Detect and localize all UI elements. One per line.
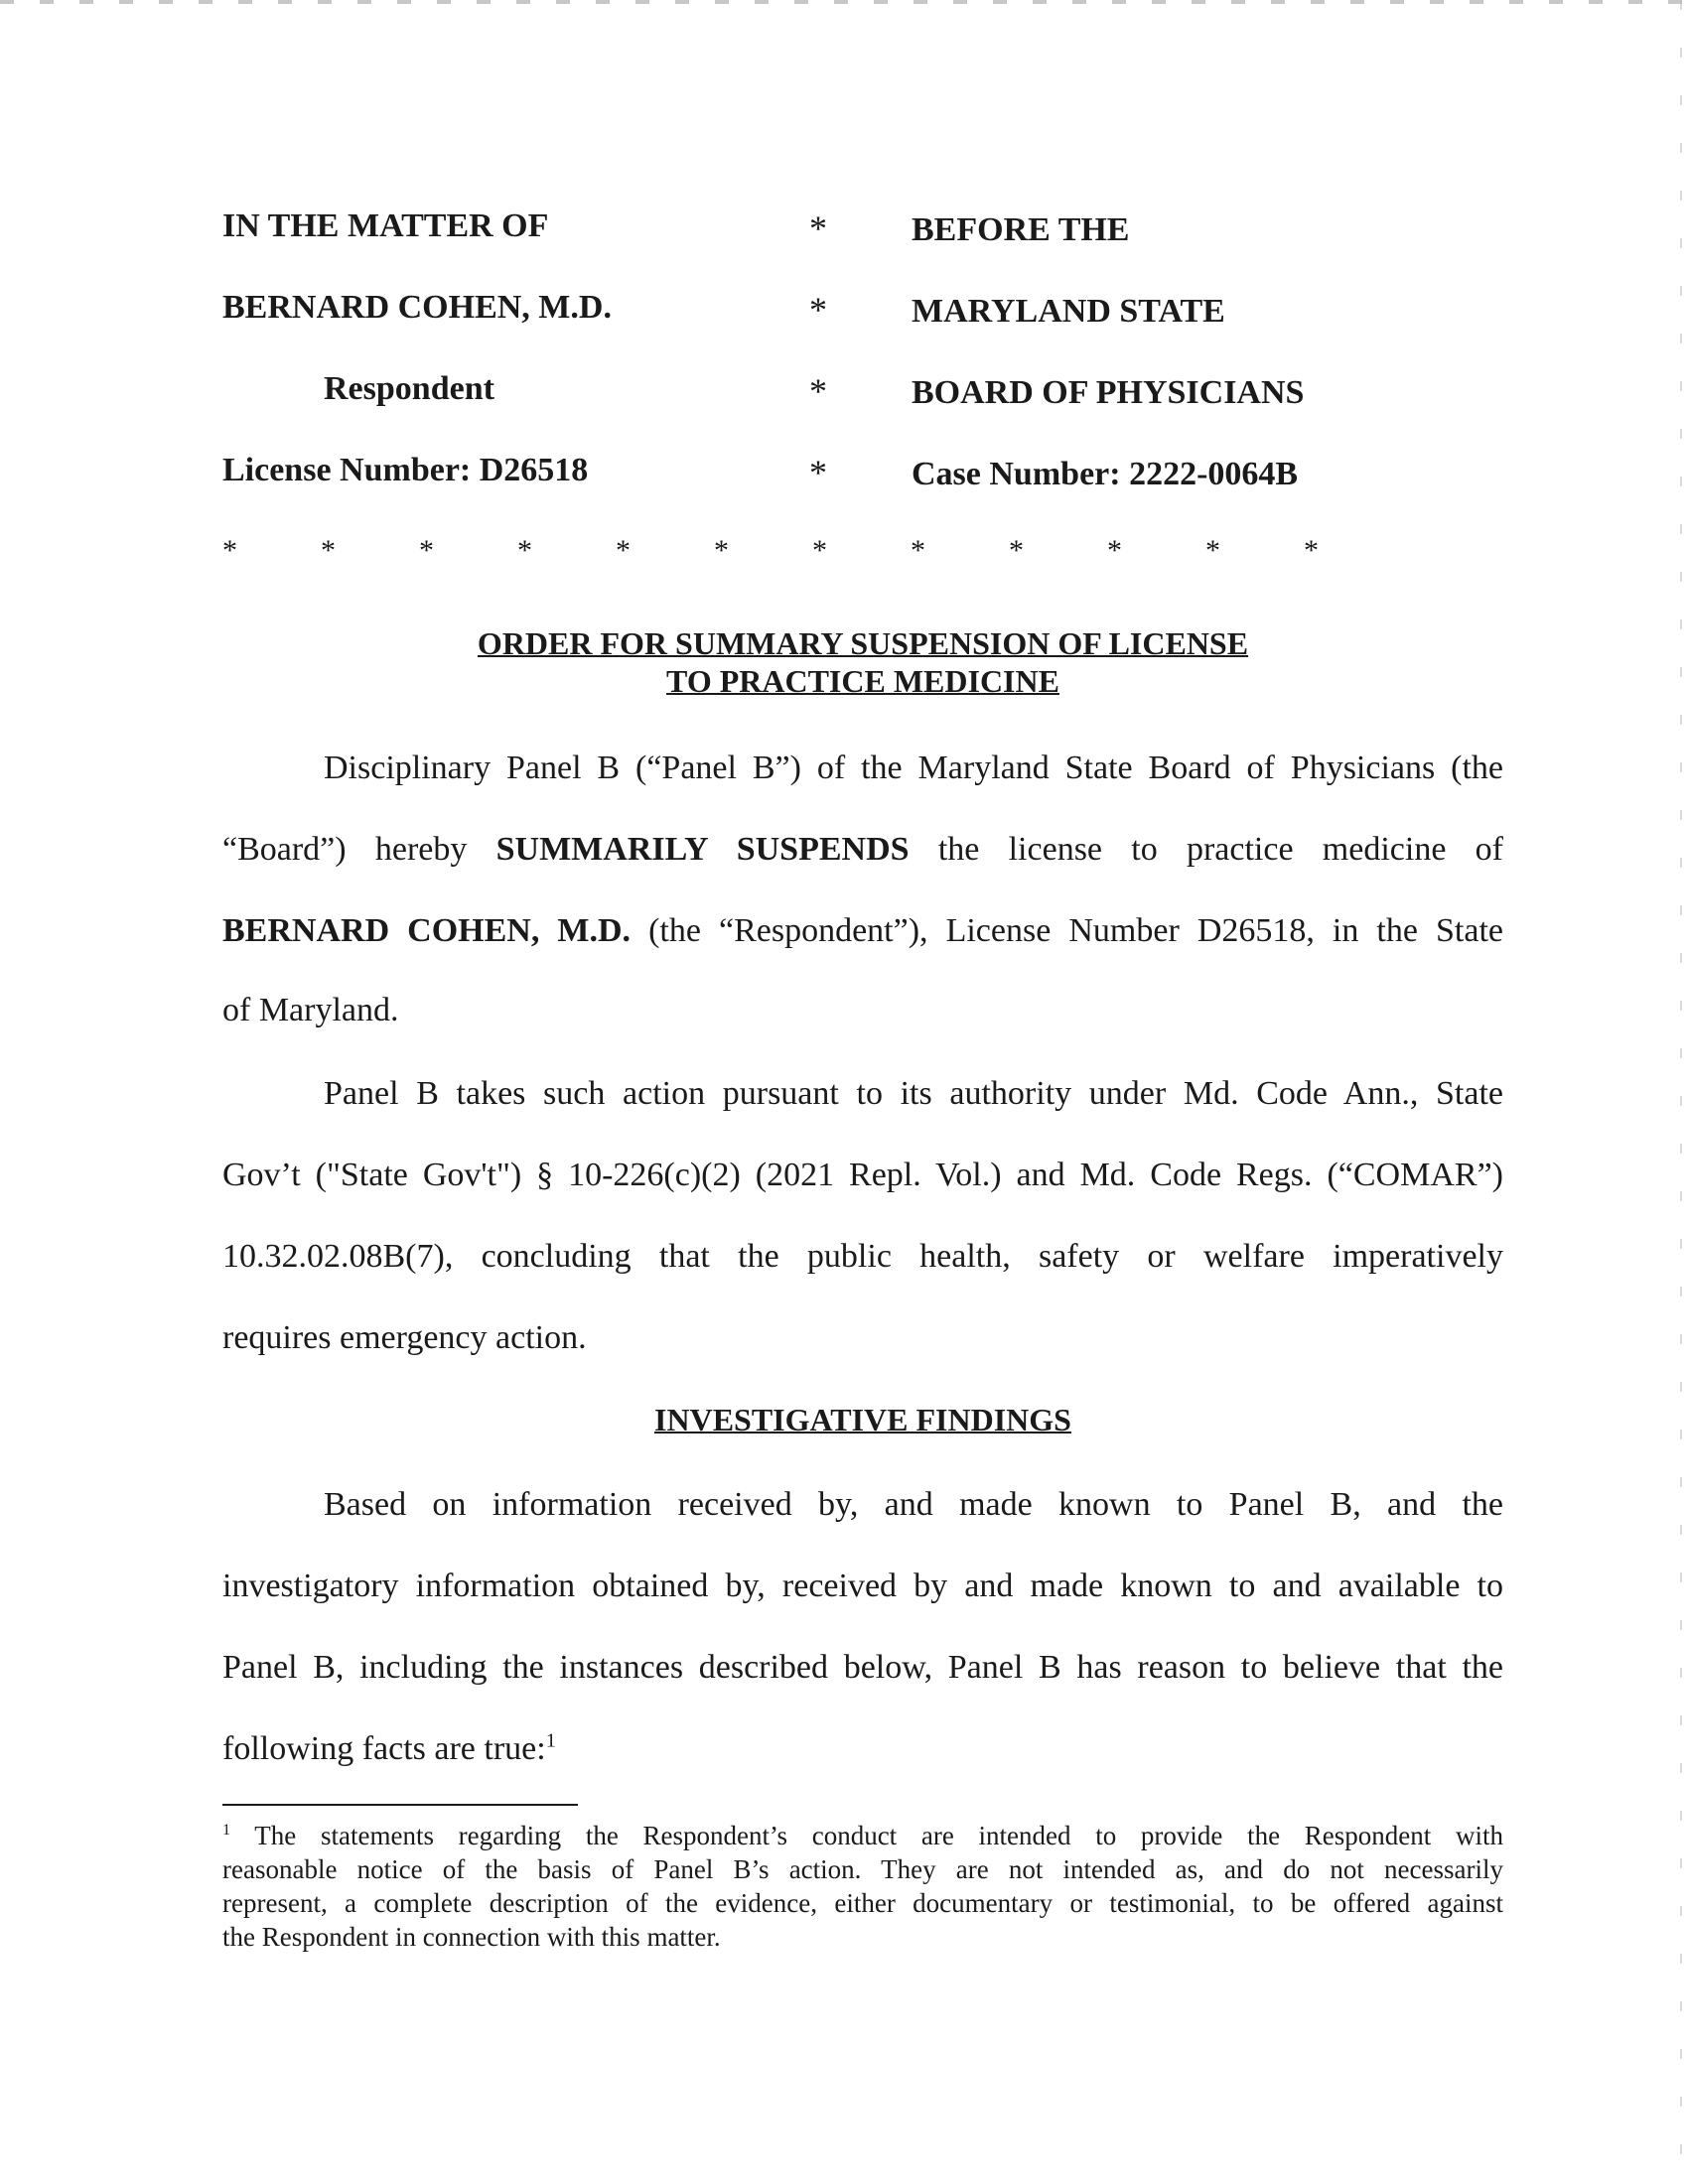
para1-line-4: of Maryland. [222, 992, 399, 1028]
divider-star: * [321, 534, 336, 567]
order-title-line-2: TO PRACTICE MEDICINE [666, 663, 1059, 699]
footnote-reference: 1 [545, 1729, 556, 1752]
divider-star: * [1304, 534, 1319, 567]
caption-case-number: Case Number: 2222-0064B [912, 456, 1299, 492]
caption-separator-star: * [809, 208, 827, 248]
caption-separator-star: * [809, 453, 827, 492]
footnote-line-3: represent, a complete description of the evidence, either documentary or testimonial, to be offered against [222, 1888, 1503, 1918]
divider-star: * [1205, 534, 1220, 567]
caption-before-the: BEFORE THE [912, 211, 1130, 248]
divider-star: * [517, 534, 532, 567]
para2-line-1: Panel B takes such action pursuant to its authority under Md. Code Ann., State [324, 1075, 1503, 1112]
section-heading-investigative-findings: INVESTIGATIVE FINDINGS [654, 1402, 1071, 1437]
divider-star: * [911, 534, 925, 567]
para1-line-1: Disciplinary Panel B (“Panel B”) of the Maryland State Board of Physicians (the [324, 750, 1503, 786]
scan-edge-right [1680, 0, 1682, 2184]
para3-line-4: following facts are true:$^1$ [222, 1729, 556, 1767]
footnote-line-1: $^1$ The statements regarding the Respondent’s conduct are intended to provide the Respondent with [222, 1821, 1503, 1850]
divider-star: * [1009, 534, 1024, 567]
caption-respondent-name: BERNARD COHEN, M.D. [222, 289, 612, 326]
para2-line-4: requires emergency action. [222, 1319, 587, 1356]
para3-line-3: Panel B, including the instances described below, Panel B has reason to believe that the [222, 1649, 1503, 1686]
para2-line-2: Gov’t ("State Gov't") § 10-226(c)(2) (2021 Repl. Vol.) and Md. Code Regs. (“COMAR”) [222, 1157, 1503, 1193]
caption-separator-star: * [809, 371, 827, 411]
divider-star: * [1107, 534, 1122, 567]
divider-star: * [714, 534, 729, 567]
caption-board-of-physicians: BOARD OF PHYSICIANS [912, 374, 1305, 411]
para3-line-2: investigatory information obtained by, received by and made known to and available to [222, 1568, 1503, 1604]
scan-edge-top [0, 0, 1688, 4]
divider-star: * [812, 534, 827, 567]
para1-line-3: BERNARD COHEN, M.D. (the “Respondent”), License Number D26518, in the State [222, 912, 1503, 949]
caption-star-divider [222, 534, 1338, 574]
order-title-line-1: ORDER FOR SUMMARY SUSPENSION OF LICENSE [477, 625, 1249, 661]
footnote-mark: 1 [222, 1821, 231, 1839]
caption-separator-star: * [809, 290, 827, 330]
para1-line-2: “Board”) hereby SUMMARILY SUSPENDS the license to practice medicine of [222, 831, 1503, 868]
divider-star: * [616, 534, 631, 567]
divider-star: * [222, 534, 237, 567]
caption-in-the-matter-of: IN THE MATTER OF [222, 207, 549, 244]
caption-license-number: License Number: D26518 [222, 452, 589, 488]
footnote-divider [222, 1804, 578, 1806]
para2-line-3: 10.32.02.08B(7), concluding that the public health, safety or welfare imperatively [222, 1238, 1503, 1275]
footnote-line-2: reasonable notice of the basis of Panel B’s action. They are not intended as, and do not necessarily [222, 1854, 1503, 1884]
footnote-line-4: the Respondent in connection with this matter. [222, 1922, 721, 1952]
caption-maryland-state: MARYLAND STATE [912, 293, 1225, 330]
divider-star: * [419, 534, 434, 567]
caption-respondent-label: Respondent [324, 370, 494, 407]
para3-line-1: Based on information received by, and made known to Panel B, and the [324, 1486, 1503, 1523]
